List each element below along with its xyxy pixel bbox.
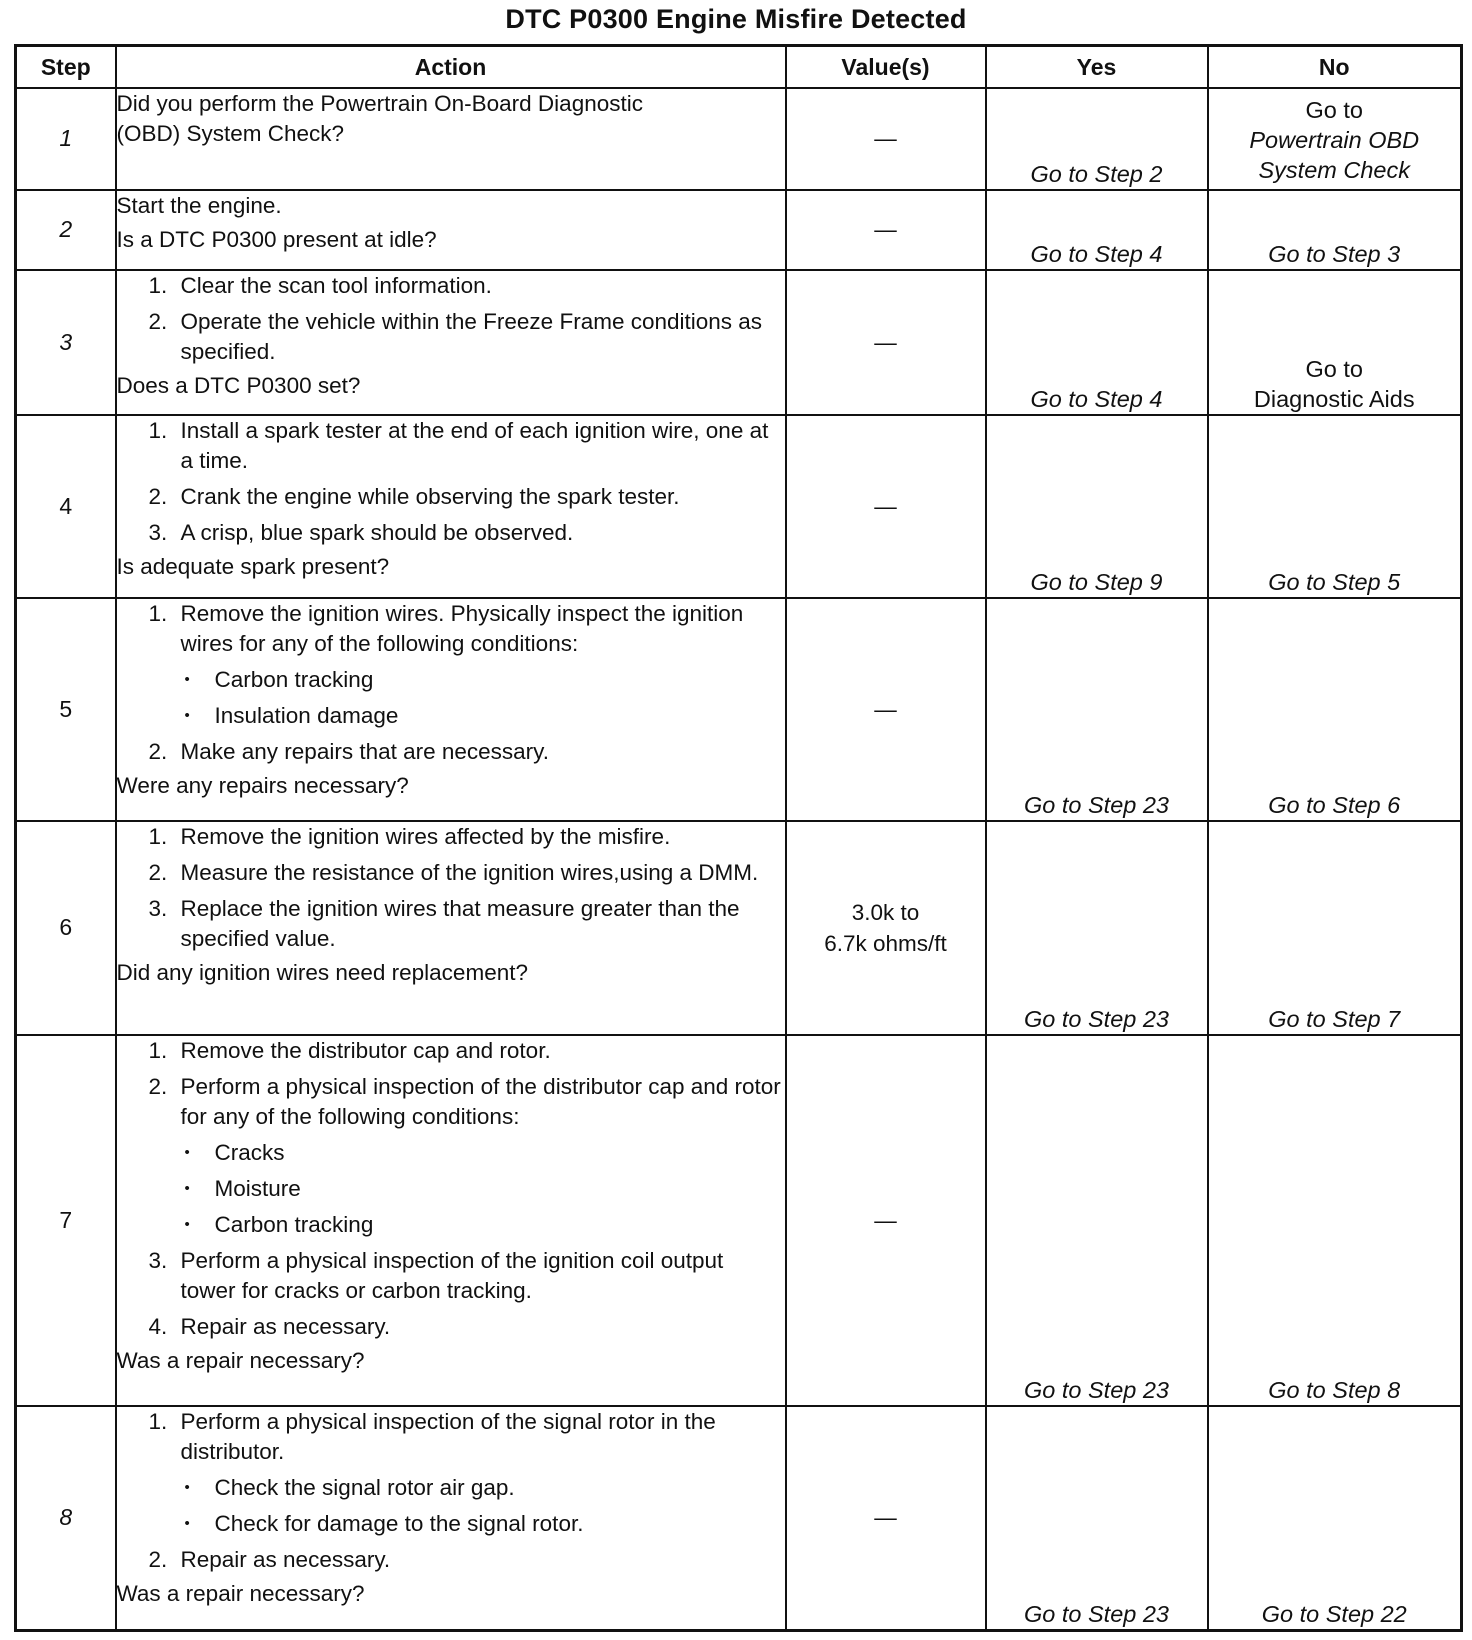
header-step: Step — [16, 46, 116, 89]
list-item: 2. Measure the resistance of the ignition wires,using a DMM. — [148, 859, 759, 885]
action-text: Start the engine. — [116, 192, 282, 218]
value-cell: — — [786, 190, 986, 270]
step-number: 1 — [16, 88, 116, 190]
no-cell: Go to Step 3 — [1208, 190, 1462, 270]
value-cell: — — [786, 598, 986, 820]
action-question: Was a repair necessary? — [116, 1347, 365, 1373]
no-cell — [1208, 88, 1462, 190]
header-no: No — [1208, 46, 1462, 89]
step-number: 7 — [16, 1035, 116, 1406]
no-text: Diagnostic Aids — [1253, 386, 1415, 413]
action-question: Does a DTC P0300 set? — [116, 372, 361, 398]
list-item: 1. Remove the ignition wires. Physically inspect the ignition wires for any of the following conditions: — [148, 601, 744, 657]
action-cell — [116, 415, 786, 598]
yes-cell: Go to Step 4 — [986, 270, 1208, 416]
value-cell: — — [786, 88, 986, 190]
list-item: 4. Repair as necessary. — [148, 1313, 391, 1339]
action-cell — [116, 270, 786, 416]
list-item: 3. Replace the ignition wires that measure greater than the specified value. — [148, 895, 740, 951]
action-question: Did any ignition wires need replacement? — [116, 959, 528, 985]
no-cell: Go to Step 7 — [1208, 821, 1462, 1035]
bullet-item: • Carbon tracking — [184, 667, 374, 693]
action-cell — [116, 1406, 786, 1631]
table-row — [16, 270, 1462, 416]
action-question: Was a repair necessary? — [116, 1580, 365, 1606]
header-action: Action — [116, 46, 786, 89]
step-number: 5 — [16, 598, 116, 820]
table-row — [16, 88, 1462, 190]
no-cell: Go to Step 8 — [1208, 1035, 1462, 1406]
bullet-item: • Insulation damage — [184, 703, 399, 729]
diagnostic-table — [14, 44, 1463, 1632]
value-cell — [786, 821, 986, 1035]
value-cell: — — [786, 270, 986, 416]
yes-cell: Go to Step 23 — [986, 1406, 1208, 1631]
bullet-item: • Check the signal rotor air gap. — [184, 1474, 515, 1500]
action-cell — [116, 88, 786, 190]
list-item: 2. Operate the vehicle within the Freeze Frame conditions as specified. — [148, 308, 763, 364]
value-text: 3.0k to — [851, 899, 920, 925]
list-item: 2. Perform a physical inspection of the distributor cap and rotor for any of the following conditions: — [148, 1073, 781, 1129]
step-number: 4 — [16, 415, 116, 598]
yes-cell: Go to Step 23 — [986, 1035, 1208, 1406]
bullet-item: • Moisture — [184, 1175, 301, 1201]
list-item: 1. Perform a physical inspection of the signal rotor in the distributor. — [148, 1408, 716, 1464]
table-row — [16, 415, 1462, 598]
action-question: Is adequate spark present? — [116, 554, 390, 580]
value-cell: — — [786, 1035, 986, 1406]
list-item: 1. Install a spark tester at the end of each ignition wire, one at a time. — [148, 418, 769, 474]
bullet-item: • Carbon tracking — [184, 1211, 374, 1237]
table-row — [16, 1406, 1462, 1631]
table-row — [16, 1035, 1462, 1406]
no-text: Go to — [1305, 97, 1363, 123]
no-cell: Go to Step 6 — [1208, 598, 1462, 820]
no-text: System Check — [1258, 157, 1410, 183]
yes-cell: Go to Step 9 — [986, 415, 1208, 598]
step-number: 2 — [16, 190, 116, 270]
action-question: Is a DTC P0300 present at idle? — [116, 226, 437, 252]
action-cell — [116, 190, 786, 270]
list-item: 1. Remove the ignition wires affected by the misfire. — [148, 823, 671, 849]
value-cell: — — [786, 415, 986, 598]
step-number: 3 — [16, 270, 116, 416]
action-text: Did you perform the Powertrain On-Board Diagnostic — [116, 91, 643, 116]
no-text: Powertrain OBD — [1249, 127, 1420, 153]
list-item: 1. Clear the scan tool information. — [148, 272, 492, 298]
table-row — [16, 190, 1462, 270]
action-question: Were any repairs necessary? — [116, 773, 409, 799]
yes-cell: Go to Step 23 — [986, 598, 1208, 820]
table-row — [16, 821, 1462, 1035]
yes-cell: Go to Step 2 — [986, 88, 1208, 190]
yes-cell: Go to Step 4 — [986, 190, 1208, 270]
table-row — [16, 598, 1462, 820]
value-text: 6.7k ohms/ft — [824, 930, 947, 956]
list-item: 2. Crank the engine while observing the spark tester. — [148, 484, 680, 510]
bullet-item: • Cracks — [184, 1139, 285, 1165]
header-values: Value(s) — [786, 46, 986, 89]
no-cell: Go to Step 22 — [1208, 1406, 1462, 1631]
list-item: 2. Repair as necessary. — [148, 1546, 391, 1572]
header-yes: Yes — [986, 46, 1208, 89]
list-item: 3. A crisp, blue spark should be observed. — [148, 520, 574, 546]
yes-cell: Go to Step 23 — [986, 821, 1208, 1035]
action-cell — [116, 598, 786, 820]
bullet-item: • Check for damage to the signal rotor. — [184, 1510, 584, 1536]
step-number: 6 — [16, 821, 116, 1035]
no-cell — [1208, 270, 1462, 416]
list-item: 3. Perform a physical inspection of the ignition coil output tower for cracks or carbon tracking. — [148, 1247, 724, 1303]
action-text: (OBD) System Check? — [116, 121, 345, 146]
page-title: DTC P0300 Engine Misfire Detected — [505, 4, 967, 34]
step-number: 8 — [16, 1406, 116, 1631]
action-cell — [116, 821, 786, 1035]
action-cell — [116, 1035, 786, 1406]
list-item: 2. Make any repairs that are necessary. — [148, 739, 550, 765]
no-cell: Go to Step 5 — [1208, 415, 1462, 598]
value-cell: — — [786, 1406, 986, 1631]
list-item: 1. Remove the distributor cap and rotor. — [148, 1037, 551, 1063]
no-text: Go to — [1305, 356, 1363, 383]
header-row — [16, 46, 1462, 89]
